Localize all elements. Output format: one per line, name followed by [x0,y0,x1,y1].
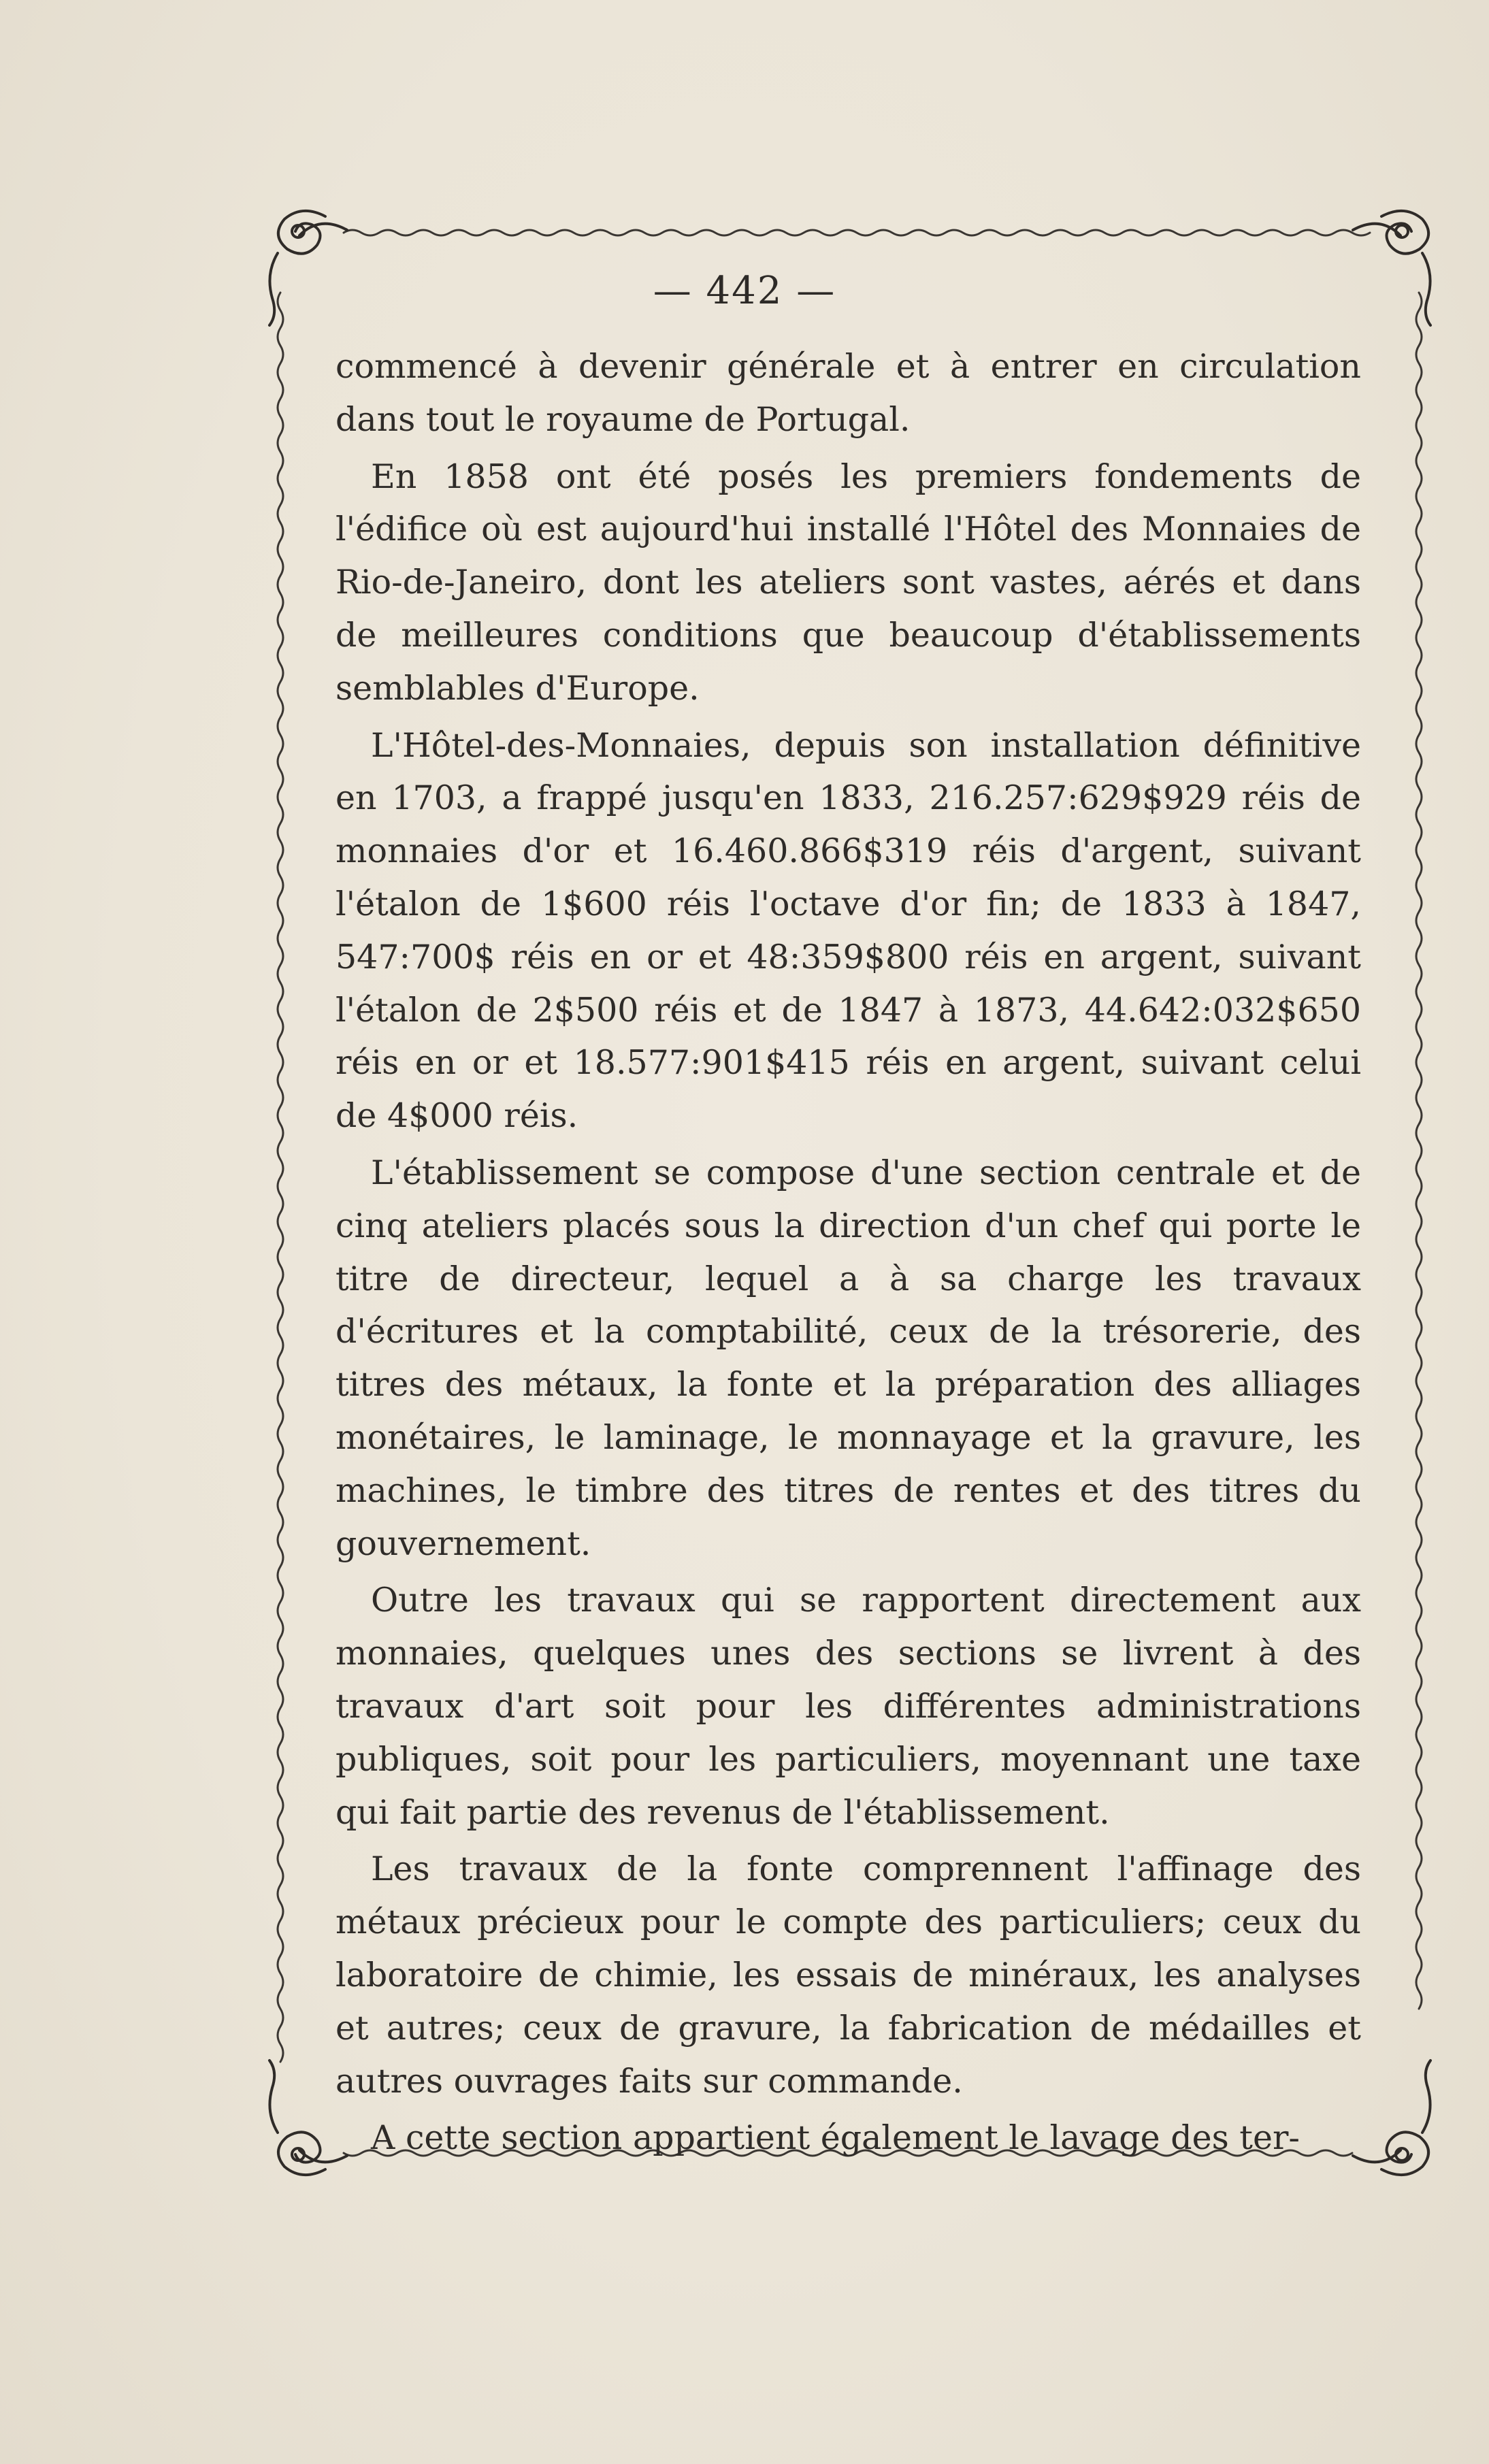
top-wavy-rule [344,230,1370,235]
right-wavy-rule [1416,293,1422,2009]
corner-flourish-bottom-right [1353,2060,1430,2175]
page-number: — 442 — [653,269,836,313]
paragraph-foundry-works: Les travaux de la fonte comprennent l'affinage des métaux précieux pour le compte des particuliers; ceux du laboratoire de chimie, les essais de minéraux, les analyses et autres; ceux de gravure, la fabrication de médailles et autres ouvrages faits sur commande. [336,1850,1361,2101]
paragraph-coinage-totals: L'Hôtel-des-Monnaies, depuis son installation définitive en 1703, a frappé jusqu'en 1833, 216.257:629$929 réis de monnaies d'or et 16.460.866$319 réis d'argent, suivant l'étalon de 1$600 réis l'octave d'or fin; de 1833 à 1847, 547:700$ réis en or et 48:359$800 réis en argent, suivant l'étalon de 2$500 réis et de 1847 à 1873, 44.642:032$650 réis en or et 18.577:901$415 réis en argent, suivant celui de 4$000 réis. [336,725,1361,1136]
paragraph-continued: commencé à devenir générale et à entrer en circulation dans tout le royaume de Portugal. [336,347,1361,439]
left-wavy-rule [278,293,283,2062]
paragraph-edifice-1858: En 1858 ont été posés les premiers fondements de l'édifice où est aujourd'hui installé l'Hôtel des Monnaies de Rio-de-Janeiro, dont les ateliers sont vastes, aérés et dans de meilleures conditions que beaucoup d'établissements semblables d'Europe. [336,457,1361,708]
body-text [336,340,1361,2169]
paragraph-organisation: L'établissement se compose d'une section centrale et de cinq ateliers placés sous la direction d'un chef qui porte le titre de directeur, lequel a à sa charge les travaux d'écritures et la comptabilité, ceux de la trésorerie, des titres des métaux, la fonte et la préparation des alliages monétaires, le laminage, le monnayage et la gravure, les machines, le timbre des titres de rentes et des titres du gouvernement. [336,1153,1361,1563]
paragraph-art-works: Outre les travaux qui se rapportent directement aux monnaies, quelques unes des sections se livrent à des travaux d'art soit pour les différentes administrations publiques, soit pour les particuliers, moyennant une taxe qui fait partie des revenus de l'établissement. [336,1581,1361,1832]
paragraph-washing: A cette section appartient également le lavage des ter- [371,2118,1300,2158]
